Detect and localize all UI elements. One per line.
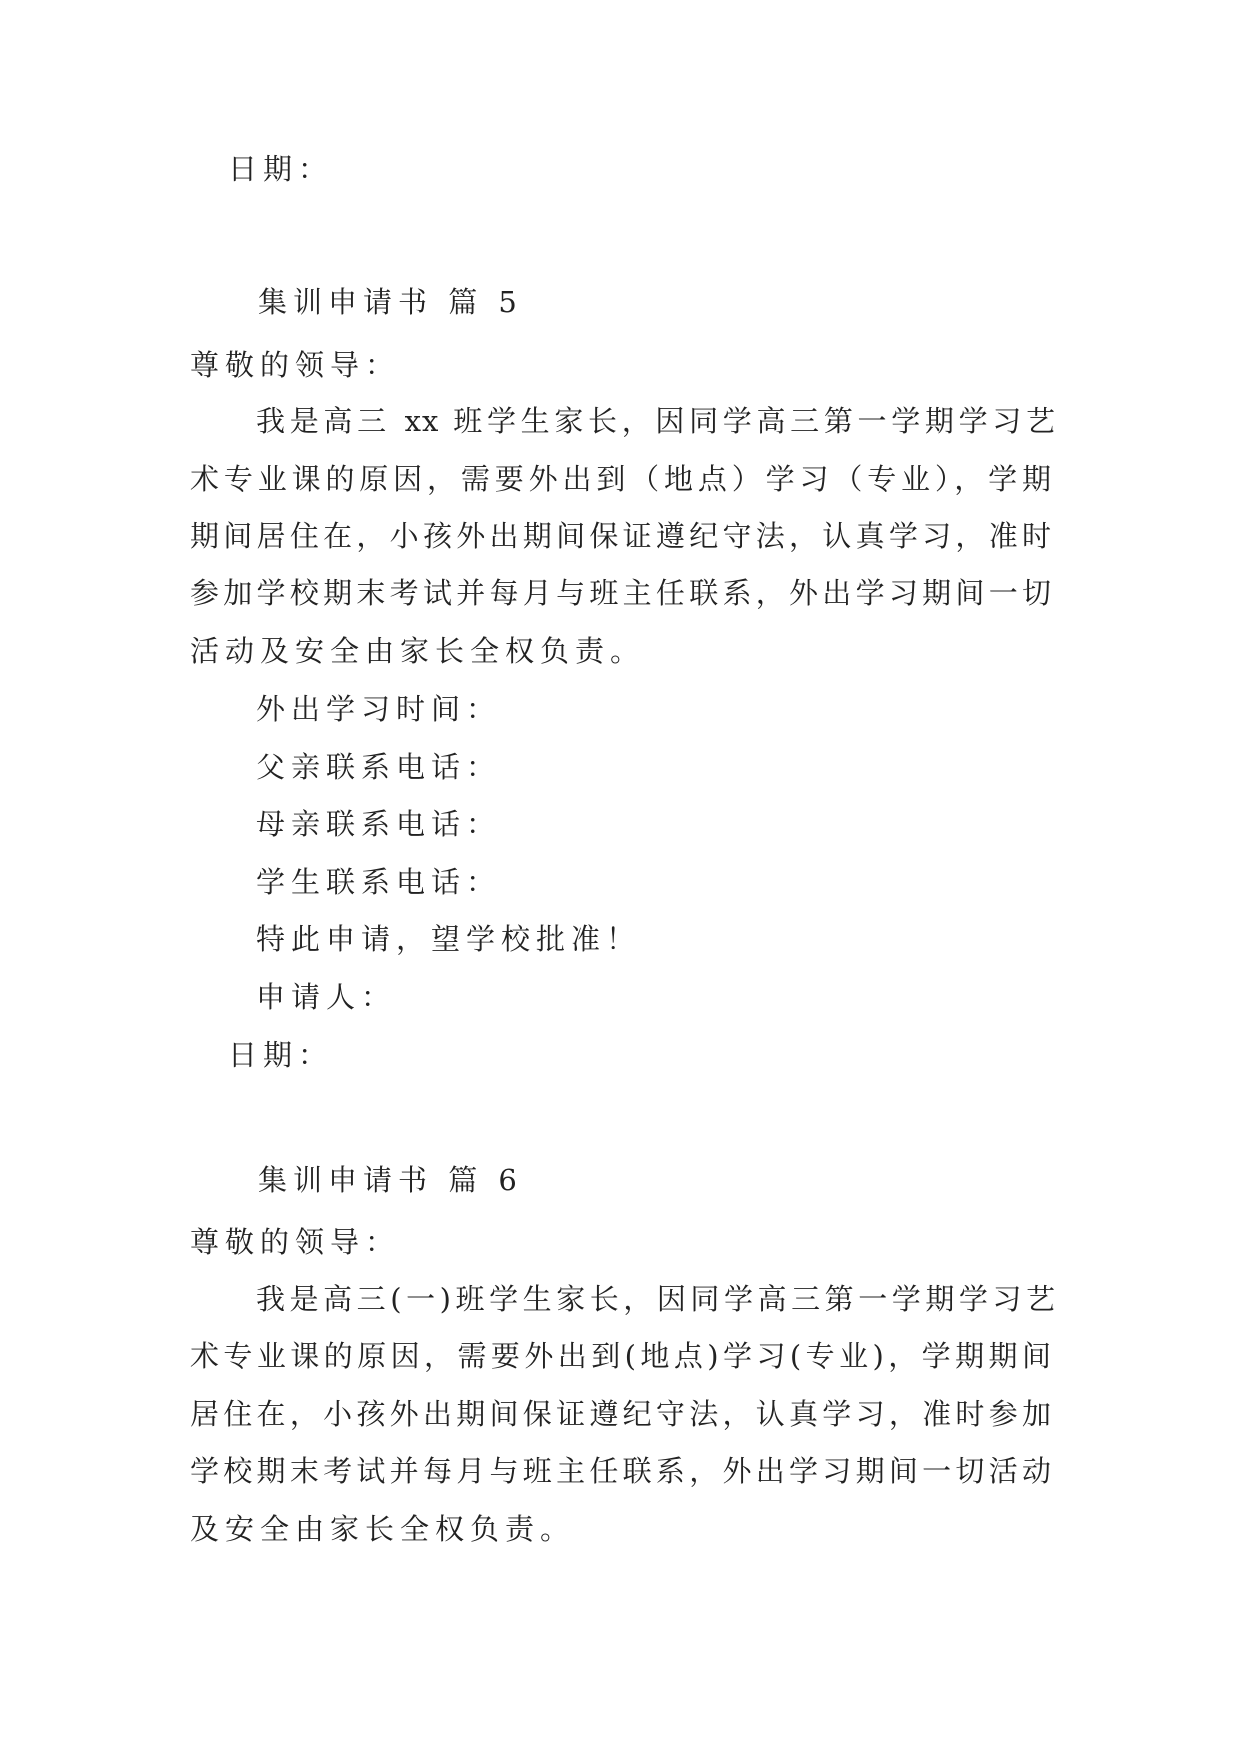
section6-salutation: 尊敬的领导： — [190, 1225, 401, 1259]
section5-student-phone: 学生联系电话： — [256, 865, 502, 899]
section5-body-line-1: 我是高三 xx 班学生家长，因同学高三第一学期学习艺 — [256, 404, 1056, 438]
section5-applicant: 申请人： — [256, 980, 397, 1014]
section5-body-line-2: 术专业课的原因，需要外出到（地点）学习（专业），学期 — [190, 462, 1052, 496]
section5-body-line-3: 期间居住在，小孩外出期间保证遵纪守法，认真学习，准时 — [190, 519, 1052, 553]
section5-heading: 集训申请书 篇 5 — [258, 285, 523, 319]
section6-body-line-5: 及安全由家长全权负责。 — [190, 1512, 576, 1546]
section6-body-line-3: 居住在，小孩外出期间保证遵纪守法，认真学习，准时参加 — [190, 1397, 1052, 1431]
section5-body-line-5: 活动及安全由家长全权负责。 — [190, 634, 646, 668]
section5-salutation: 尊敬的领导： — [190, 348, 401, 382]
section5-study-time: 外出学习时间： — [256, 692, 502, 726]
section5-date: 日期： — [228, 1038, 334, 1072]
top-date-label: 日期： — [228, 152, 334, 186]
section6-heading: 集训申请书 篇 6 — [258, 1163, 523, 1197]
section5-body-line-4: 参加学校期末考试并每月与班主任联系，外出学习期间一切 — [190, 576, 1052, 610]
section6-body-line-2: 术专业课的原因，需要外出到(地点)学习(专业)，学期期间 — [190, 1339, 1052, 1373]
section6-body-line-4: 学校期末考试并每月与班主任联系，外出学习期间一切活动 — [190, 1454, 1052, 1488]
section6-body-line-1: 我是高三(一)班学生家长，因同学高三第一学期学习艺 — [256, 1282, 1056, 1316]
section5-mother-phone: 母亲联系电话： — [256, 807, 502, 841]
section5-father-phone: 父亲联系电话： — [256, 750, 502, 784]
section5-closing: 特此申请，望学校批准！ — [256, 922, 642, 956]
